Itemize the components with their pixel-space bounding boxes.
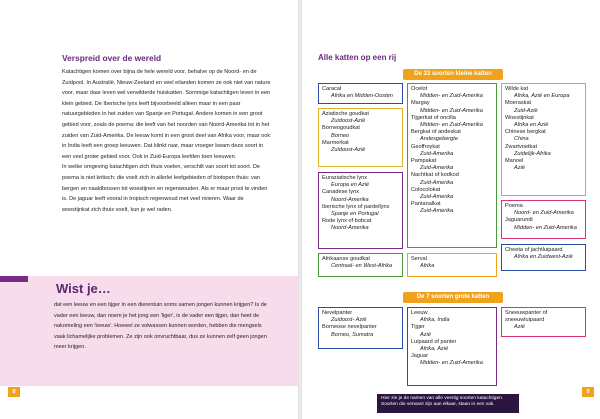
species-region: Midden- en Zuid-Amerika [514, 224, 577, 231]
species-region: Zuidoost-Azië [331, 118, 366, 125]
species-name: Wilde kat [505, 86, 529, 92]
box-wildcat-group [501, 83, 586, 196]
species-region: Andesgebergte [420, 136, 458, 143]
cat-species [411, 172, 493, 186]
cat-species [505, 158, 582, 172]
box-snow-leopard [501, 307, 586, 337]
species-region: Afrika en Azië [514, 122, 549, 129]
species-region: Zuid-Amerika [420, 150, 454, 157]
species-name: Bergkat of andeskat [411, 129, 461, 136]
cat-species [505, 144, 582, 158]
species-name: Euraziatische lynx [322, 175, 368, 181]
species-name: Tijgerkat of oncilla [411, 114, 456, 121]
species-name: Nachtkat of kodkod [411, 172, 459, 179]
species-region: Zuidoost-Azië [331, 147, 366, 154]
cat-species [322, 140, 399, 154]
species-name: Chinese bergkat [505, 129, 546, 136]
species-name: Woestijnkat [505, 114, 534, 121]
cat-species [505, 310, 582, 332]
species-region: Afrika, Azië en Europa [514, 93, 570, 100]
cat-species [505, 100, 582, 114]
species-name: Poema [505, 203, 523, 209]
species-region: Afrika [420, 263, 435, 270]
cat-species [411, 100, 493, 114]
species-name: Ocelot [411, 86, 428, 92]
cat-species [322, 175, 399, 189]
species-region: Midden- en Zuid-Amerika [420, 360, 483, 367]
species-name: Geoffroykat [411, 143, 440, 150]
cat-species [505, 247, 582, 261]
page-number-left: 8 [8, 387, 20, 397]
species-region: Midden- en Zuid-Amerika [420, 93, 483, 100]
accent-bar [0, 276, 28, 282]
section-title: Verspreid over de wereld [62, 53, 162, 63]
cat-species [411, 158, 493, 172]
cat-species [505, 86, 582, 100]
species-region: Zuidelijk-Afrika [514, 150, 551, 157]
species-region: Europa en Azië [331, 182, 370, 189]
species-name: Sneeuwpanter of sneeuwluipaard [505, 310, 548, 324]
species-name: Jaguarundi [505, 217, 533, 224]
cat-species [322, 218, 399, 232]
cat-species [411, 187, 493, 201]
species-region: China [514, 136, 529, 143]
box-african-golden [318, 253, 403, 277]
species-name: Manoel [505, 158, 524, 165]
species-name: Margay [411, 100, 430, 107]
species-name: Zwartvoetkat [505, 143, 538, 150]
species-region: Zuid-Amerika [420, 208, 454, 215]
species-name: Rode lynx of bobcat [322, 218, 372, 225]
wist-je-paragraph: dat een leeuw en een tijger in een dierentuin soms samen jongen kunnen krijgen? Is de vader een leeuw, dan noem je het jong een 'liger', is de vader een tijger, dan heet de nakomeling een 'teeuw'. Hoewel ze volwassen kunnen worden, hebben die mengsels vaak lichamelijke problemen. Ze zijn ook onvruchtbaar, dus ze kunnen zelf geen jongen meer krijgen. [54, 302, 267, 351]
box-cheetah [501, 244, 586, 271]
species-region: Spanje en Portugal [331, 211, 379, 218]
body-text [62, 67, 272, 215]
cat-species [322, 256, 399, 270]
paragraph: Katachtigen komen over bijna de hele wereld voor, behalve op de Noord- en de Zuidpool. In Australië, Nieuw-Zeeland en veel eilanden komen ze ook niet van nature voor, maar daar leven wel verwilderde huiskatten. Sommige katachtigen leven in een klein gebied. De Iberische lynx leeft bijvoorbeeld alleen maar in een paar natuurgebieden in het zuiden van Spanje en Portugal. Andere komen in een groot gebied voor, zoals de poema: die leeft van het noorden van Noord-Amerika tot in het zuiden van Zuid-Amerika. De leeuw komt in een groot deel van Afrika voor, maar ook in India leeft een groep leeuwen. Dat klinkt raar, maar vroeger kwam deze soort in een veel groter gebied voor. Ook in Zuid-Europa leefden toen leeuwen. [62, 69, 271, 160]
species-name: Canadese lynx [322, 189, 360, 196]
species-name: Pampakat [411, 158, 437, 165]
species-name: Pantanalkat [411, 201, 441, 208]
cat-species [505, 217, 582, 231]
cat-species [411, 256, 493, 270]
species-region: Zuid-Amerika [420, 194, 454, 201]
wist-je-text [54, 300, 270, 353]
box-ocelot-group [407, 83, 497, 248]
species-region: Midden- en Zuid-Amerika [420, 122, 483, 129]
species-region: Noord- en Zuid-Amerika [514, 210, 574, 217]
box-serval [407, 253, 497, 277]
figure-caption: Hier zie je de namen van alle veertig soorten katachtigen. Soorten die verwant zijn aan elkaar, staan in een vak. [377, 394, 519, 413]
species-name: Cheeta of jachtluipaard [505, 247, 563, 253]
species-name: Serval [411, 256, 427, 262]
species-region: Azië [514, 324, 525, 331]
species-name: Nevelpanter [322, 310, 353, 316]
species-name: Tijger [411, 324, 425, 331]
species-region: Zuid-Azië [514, 107, 538, 114]
page-number-right: 9 [582, 387, 594, 397]
cat-species [505, 203, 582, 217]
cat-species [322, 310, 399, 324]
species-region: Centraal- en West-Afrika [331, 263, 393, 270]
cat-species [322, 125, 399, 139]
species-region: Zuid-Amerika [420, 179, 454, 186]
cat-species [411, 144, 493, 158]
cat-species [505, 129, 582, 143]
paragraph: In welke omgeving katachtigen zich thuis voelen, verschilt van soort tot soort. De poema is niet kritisch: die voelt zich in allerlei leefgebieden of biotopen thuis: van bergen en naaldbossen tot woestijnen en regenwouden. Als er maar prooi te vinden is. De jaguar leeft vooral in tropisch regenwoud met veel rivieren. Waar de woestijnkat zich thuis voelt, kun je wel raden. [62, 164, 268, 213]
species-name: Leeuw [411, 310, 428, 316]
box-caracal [318, 83, 403, 104]
species-region: Borneo, Sumatra [331, 331, 374, 338]
cat-species [322, 86, 399, 100]
species-name: Marmerkat [322, 139, 349, 146]
cat-species [322, 204, 399, 218]
box-asian-golden [318, 108, 403, 167]
species-region: Afrika en Zuidwest-Azië [514, 254, 573, 261]
cat-species [322, 111, 399, 125]
cat-species [411, 324, 493, 338]
cat-species [411, 201, 493, 215]
cat-species [411, 310, 493, 324]
species-name: Iberische lynx of pardellynx [322, 203, 390, 210]
species-name: Moeraskat [505, 100, 532, 107]
box-big-cats [407, 307, 497, 386]
species-region: Midden- en Zuid-Amerika [420, 107, 483, 114]
species-region: Borneo [331, 132, 350, 139]
left-page [0, 0, 298, 419]
species-name: Afrikaanse goudkat [322, 256, 370, 262]
species-region: Afrika, India [420, 317, 450, 324]
box-puma-group [501, 200, 586, 239]
species-region: Afrika en Midden-Oosten [331, 93, 393, 100]
cat-species [411, 129, 493, 143]
species-region: Azië [514, 165, 525, 172]
species-region: Zuid-Amerika [420, 165, 454, 172]
cat-species [322, 324, 399, 338]
box-lynx [318, 172, 403, 249]
species-name: Aziatische goudkat [322, 111, 369, 117]
small-cats-banner: De 33 soorten kleine katten [403, 69, 503, 80]
species-name: Caracal [322, 86, 342, 92]
cat-species [411, 115, 493, 129]
species-name: Borneogoudkat [322, 125, 360, 132]
species-region: Afrika, Azië [420, 346, 449, 353]
species-name: Jaguar [411, 353, 429, 360]
species-region: Noord-Amerika [331, 196, 369, 203]
chart-title: Alle katten op een rij [318, 53, 397, 62]
cat-species [411, 86, 493, 100]
cat-species [411, 353, 493, 367]
box-clouded-leopard [318, 307, 403, 349]
cat-species [505, 115, 582, 129]
species-name: Colocolokat [411, 186, 441, 193]
cat-species [411, 339, 493, 353]
species-name: Borneose nevelpanter [322, 324, 377, 331]
species-region: Azië [420, 331, 431, 338]
big-cats-banner: De 7 soorten grote katten [403, 292, 503, 303]
wist-je-title: Wist je… [56, 281, 111, 296]
species-region: Noord-Amerika [331, 225, 369, 232]
species-name: Luipaard of panter [411, 338, 457, 345]
cat-species [322, 189, 399, 203]
species-region: Zuidoost- Azië [331, 317, 367, 324]
